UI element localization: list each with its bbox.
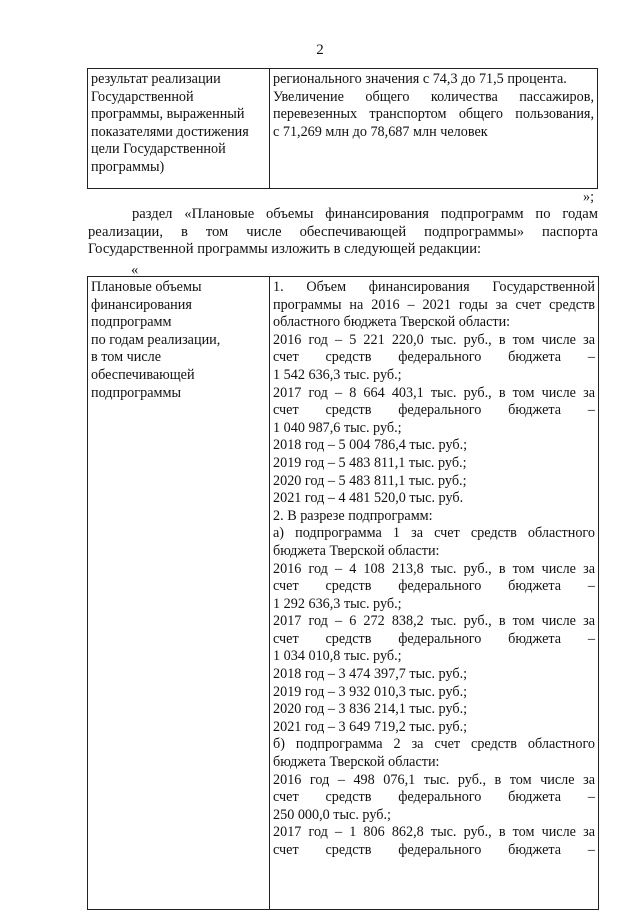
opening-quote-mark: « [131,262,139,278]
table2-left-line: в том числе [91,349,162,366]
table1-left-line: результат реализации [91,71,221,87]
table2-right-line: бюджета Тверской области: [273,542,440,559]
table2-right-line: 2016 год – 4 108 213,8 тыс. руб., в том числе за [273,560,595,577]
table2-right-line: 2019 год – 5 483 811,1 тыс. руб.; [273,454,467,471]
table2-right-line: счет средств федерального бюджета – [273,789,595,806]
table2-right-line: 2020 год – 3 836 214,1 тыс. руб.; [273,701,468,718]
table2-right-line: областного бюджета Тверской области: [273,314,511,331]
table2-right-line: счет средств федерального бюджета – [273,578,595,595]
table2-left-line: финансирования [91,296,192,313]
table2-right-line: счет средств федерального бюджета – [273,842,595,858]
table2-right-line: 2018 год – 3 474 397,7 тыс. руб.; [273,666,468,683]
table2-right-cell [270,277,599,910]
page-number: 2 [316,42,324,58]
table2-left-cell [88,277,270,910]
table2-right-line: 2. В разрезе подпрограмм: [273,507,433,524]
table2-left-line: по годам реализации, [91,331,221,348]
passport-table-continued [87,68,598,189]
table2-left-line: Плановые объемы [91,279,202,295]
table2-right-line: счет средств федерального бюджета – [273,402,595,419]
paragraph-line: раздел «Плановые объемы финансирования подпрограмм по годам [132,206,598,222]
table2-right-line: бюджета Тверской области: [273,754,440,771]
table1-right-cell [270,69,598,189]
table1-left-line: программы, выраженный [91,106,245,123]
table1-right-line: Увеличение общего количества пассажиров, [273,88,594,105]
table2-right-line: 2016 год – 498 076,1 тыс. руб., в том числе за [273,771,595,788]
table2-right-line: 2021 год – 4 481 520,0 тыс. руб. [273,490,464,507]
table1-left-line: цели Государственной [91,141,226,158]
table2-right-line: 1 034 010,8 тыс. руб.; [273,648,402,665]
table1-right-line: с 71,269 млн до 78,687 млн человек [273,123,488,140]
table2-right-line: 2017 год – 8 664 403,1 тыс. руб., в том числе за [273,384,595,401]
table2-right-line: 1 292 636,3 тыс. руб.; [273,595,402,612]
table1-left-line: показателями достижения [91,123,249,140]
paragraph-line: Государственной программы изложить в следующей редакции: [88,241,482,258]
table2-right-line: 2018 год – 5 004 786,4 тыс. руб.; [273,437,468,454]
table1-left-cell [88,69,270,189]
table2-right-line: 2020 год – 5 483 811,1 тыс. руб.; [273,472,467,489]
closing-quote-mark: »; [583,189,595,205]
table2-right-line: 250 000,0 тыс. руб.; [273,806,391,823]
table2-left-line: подпрограммы [91,384,181,401]
table2-right-line: счет средств федерального бюджета – [273,349,595,366]
financing-volumes-table [87,276,599,910]
table2-left-line: подпрограмм [91,314,172,331]
paragraph-line: реализации, в том числе обеспечивающей подпрограммы» паспорта [88,223,598,240]
table2-right-line: 1 040 987,6 тыс. руб.; [273,419,402,436]
table2-right-line: 2017 год – 6 272 838,2 тыс. руб., в том числе за [273,613,595,630]
table2-right-line: программы на 2016 – 2021 годы за счет средств [273,296,595,313]
table2-right-line: 1 542 636,3 тыс. руб.; [273,366,402,383]
table2-right-line: 2016 год – 5 221 220,0 тыс. руб., в том числе за [273,331,595,348]
table2-right-line: 2021 год – 3 649 719,2 тыс. руб.; [273,718,468,735]
table2-right-line: 2017 год – 1 806 862,8 тыс. руб., в том числе за [273,824,595,841]
table1-left-line: программы) [91,158,165,175]
table2-right-line: 2019 год – 3 932 010,3 тыс. руб.; [273,683,468,700]
table2-right-line: 1. Объем финансирования Государственной [273,279,595,295]
table1-right-line: регионального значения с 74,3 до 71,5 процента. [273,71,567,87]
amendment-paragraph [88,206,598,259]
table1-right-line: перевезенных транспортом общего пользования, [273,106,594,123]
table2-right-line: а) подпрограмма 1 за счет средств областного [273,525,595,542]
table2-left-line: обеспечивающей [91,366,195,383]
table2-right-line: счет средств федерального бюджета – [273,630,595,647]
table2-right-line: б) подпрограмма 2 за счет средств областного [273,736,595,753]
table1-left-line: Государственной [91,88,194,105]
